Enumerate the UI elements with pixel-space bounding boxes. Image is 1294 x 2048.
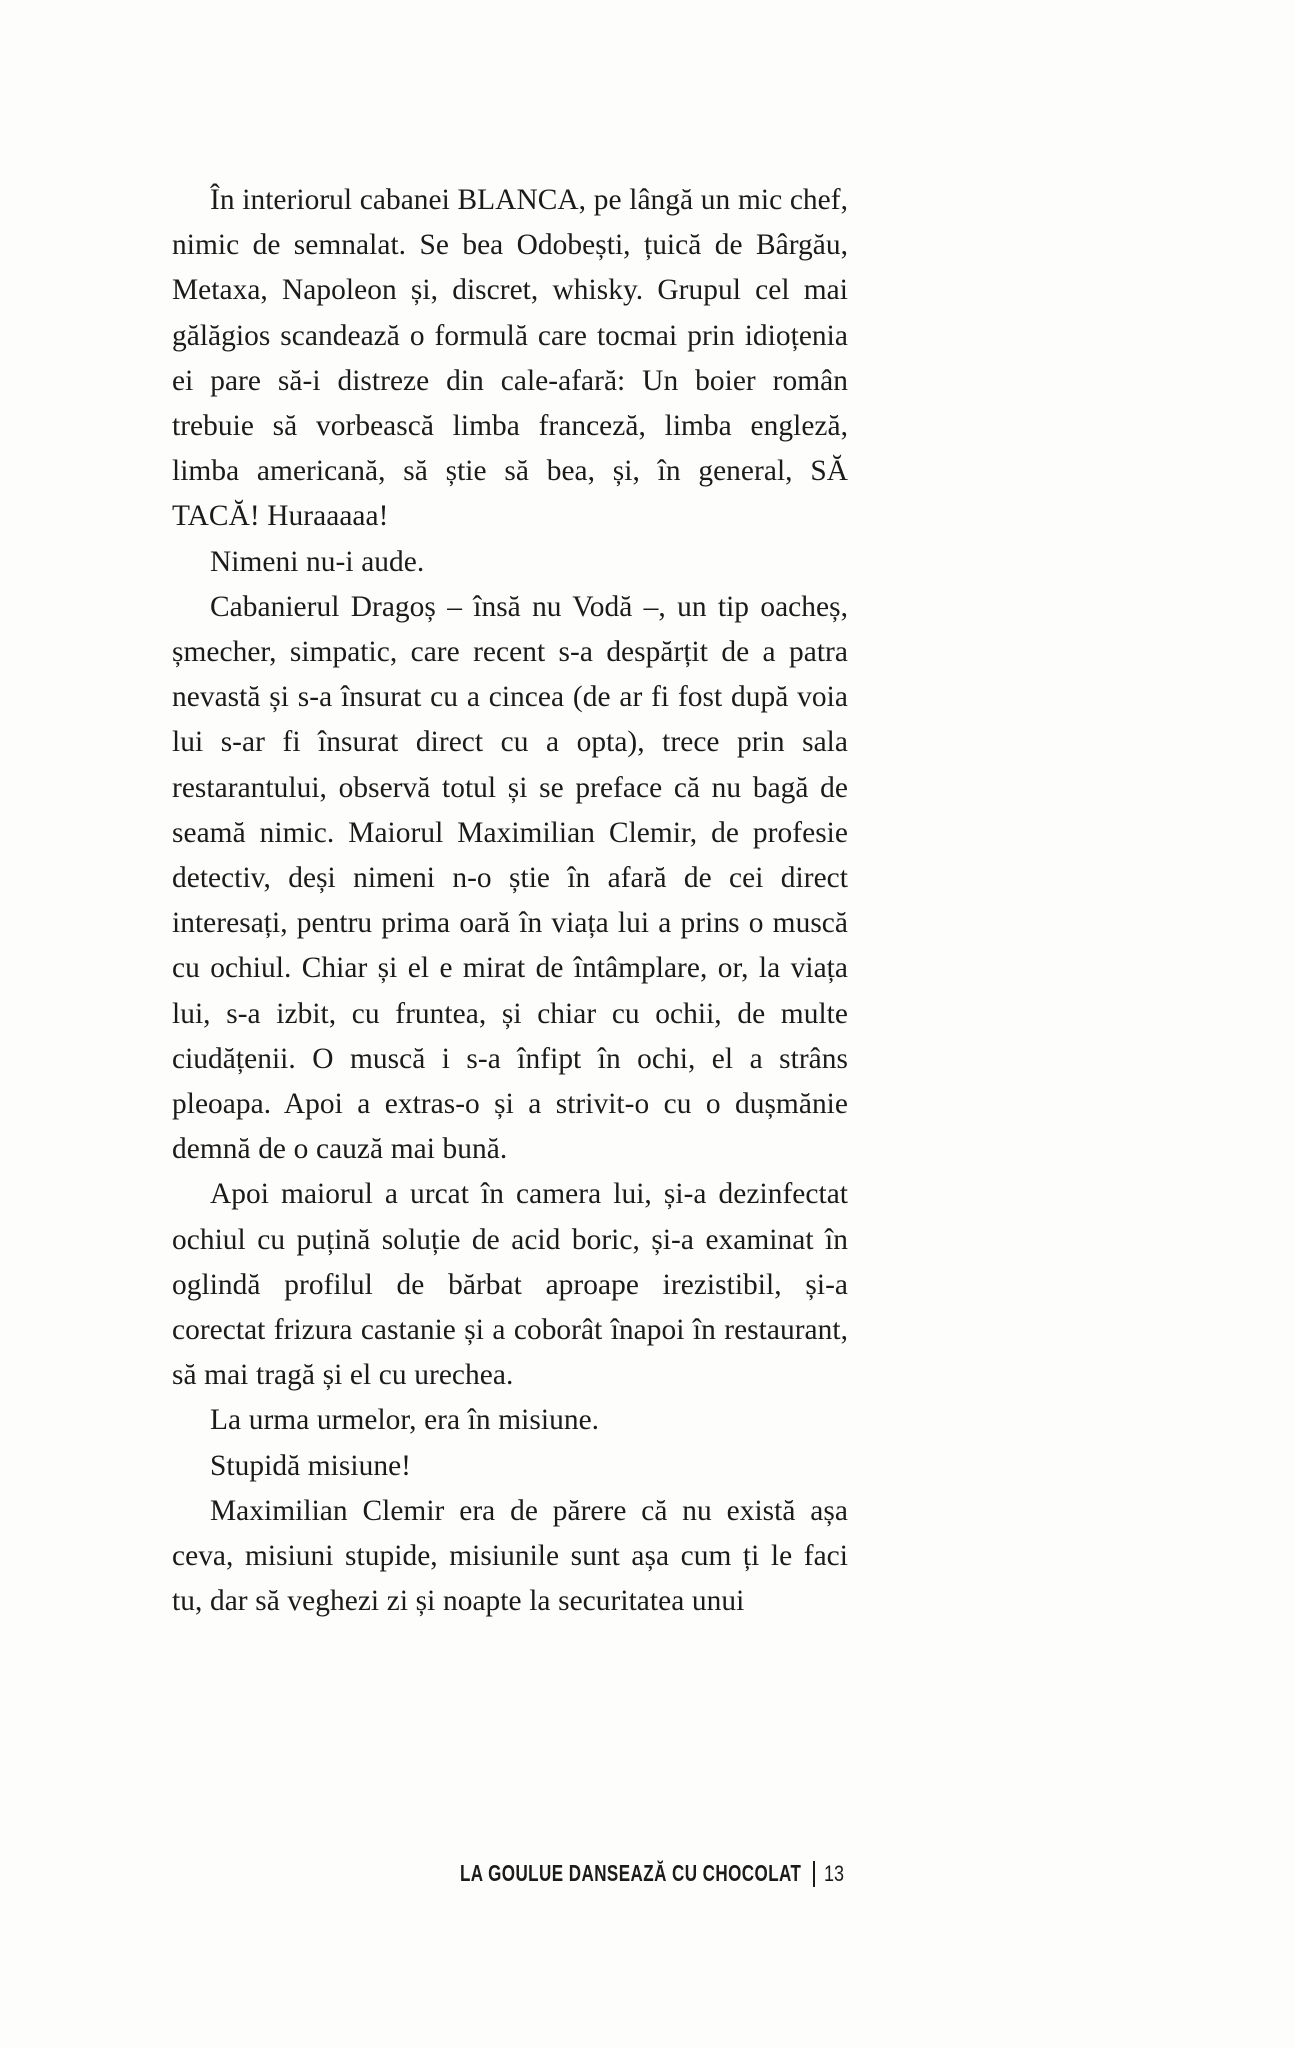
running-title: LA GOULUE DANSEAZĂ CU CHOCOLAT [460, 1860, 802, 1886]
paragraph: Maximilian Clemir era de părere că nu există așa ceva, misiuni stupide, misiunile sunt așa cum ți le faci tu, dar să veghezi zi și noapte la securitatea unui [172, 1494, 848, 1618]
paragraph: Stupidă misiune! [210, 1449, 412, 1482]
paragraph: Apoi maiorul a urcat în camera lui, și-a dezinfectat ochiul cu puțină soluție de acid boric, și-a examinat în oglindă profilul de bărbat aproape irezistibil, și-a corectat frizura castanie și a coborât înapoi în restaurant, să mai tragă și el cu urechea. [172, 1178, 848, 1392]
paragraph: În interiorul cabanei BLANCA, pe lângă un mic chef, nimic de semnalat. Se bea Odobești, țuică de Bârgău, Metaxa, Napoleon și, discret, whisky. Grupul cel mai gălăgios scandează o formulă care tocmai prin idioțenia ei pare să-i distreze din cale-afară: Un boier român trebuie să vorbească limba franceză, limba engleză, limba americană, să știe să bea, și, în general, SĂ TACĂ! Huraaaaa! [172, 184, 848, 533]
page-number: 13 [823, 1860, 844, 1886]
paragraph: La urma urmelor, era în misiune. [210, 1404, 600, 1437]
paragraph: Nimeni nu-i aude. [210, 545, 425, 578]
paragraph: Cabanierul Dragoș – însă nu Vodă –, un tip oacheș, șmecher, simpatic, care recent s-a despărțit de a patra nevastă și s-a însurat cu a cincea (de ar fi fost după voia lui s-ar fi însurat direct cu a opta), trece prin sala restarantului, observă totul și se preface că nu bagă de seamă nimic. Maiorul Maximilian Clemir, de profesie detectiv, deși nimeni n-o știe în afară de cei direct interesați, pentru prima oară în viața lui a prins o muscă cu ochiul. Chiar și el e mirat de întâmplare, or, la viața lui, s-a izbit, cu fruntea, și chiar cu ochii, de multe ciudățenii. O muscă i s-a înfipt în ochi, el a strâns pleoapa. Apoi a extras-o și a strivit-o cu o dușmănie demnă de o cauză mai bună. [172, 590, 848, 1166]
footer-divider [813, 1861, 815, 1887]
page-text-body [172, 178, 848, 1625]
page-footer [172, 1860, 848, 1887]
